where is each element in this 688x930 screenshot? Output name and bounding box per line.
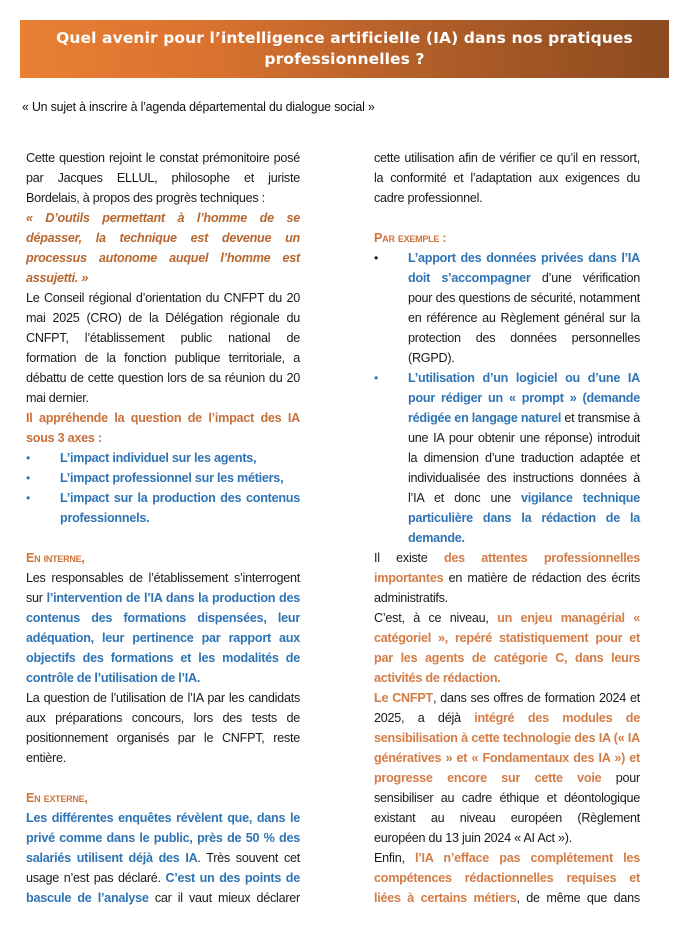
exemple-text: d’une vérification pour des questions de sécurité, notamment en référence au Règlement général sur la protection des données personnelles (RGPD). [408, 271, 640, 365]
right-column [374, 148, 640, 908]
subtitle: « Un sujet à inscrire à l’agenda départemental du dialogue social » [22, 99, 375, 114]
cnfpt-text: , dans ses offres de formation 2024 et 2025, a déjà [374, 691, 640, 725]
list-item [374, 248, 640, 368]
enjeu-highlight: un enjeu managérial « catégoriel », repéré statistiquement pour et par les agents de catégorie C, dans leurs activités de rédaction. [374, 611, 640, 685]
attentes-paragraph [374, 548, 640, 608]
externe-paragraph [26, 808, 300, 908]
list-item [26, 468, 300, 488]
concours-paragraph: La question de l’utilisation de l’IA par les candidats aux préparations concours, lors des tests de positionnement organisés par le CNFPT, reste entière. [26, 691, 300, 765]
axes-list [26, 448, 300, 528]
left-column [26, 148, 300, 908]
cnfpt-highlight: Le CNFPT [374, 691, 433, 705]
section-heading-exemple: Par exemple : [374, 231, 447, 245]
ellul-quote: « D’outils permettant à l’homme de se dépasser, la technique est devenue un processus autonome auquel l’homme est assujetti. » [26, 211, 300, 285]
enfin-text: Enfin, [374, 851, 415, 865]
list-item [26, 488, 300, 528]
cro-paragraph: Le Conseil régional d’orientation du CNFPT du 20 mai 2025 (CRO) de la Délégation régionale du CNFPT, l’établissement public national de formation de la fonction publique territoriale, a débattu de cette question lors de sa réunion du 20 mai dernier. [26, 291, 300, 405]
axis-text: L’impact individuel sur les agents, [60, 451, 257, 465]
cnfpt-text-2: pour sensibiliser au cadre éthique et déontologique existant au niveau européen (Règlement européen du 13 juin 2024 « AI Act »). [374, 771, 640, 845]
axis-text: L’impact professionnel sur les métiers, [60, 471, 284, 485]
title-banner [20, 20, 669, 78]
interne-text: Les responsables de l’établissement s’interrogent sur [26, 571, 300, 605]
spacer [26, 528, 300, 548]
page-title: Quel avenir pour l’intelligence artificielle (IA) dans nos pratiques professionnelles ? [56, 29, 633, 68]
intro-paragraph: Cette question rejoint le constat prémonitoire posé par Jacques ELLUL, philosophe et juriste Bordelais, à propos des progrès techniques : [26, 151, 300, 205]
list-item [374, 368, 640, 548]
externe-highlight: Les différentes enquêtes révèlent que, dans le privé comme dans le public, près de 50 % des salariés utilisent déjà des IA [26, 811, 300, 865]
externe-highlight-2: C’est un des points de bascule de l’analyse [26, 871, 300, 905]
exemple-list [374, 248, 640, 548]
bullet-icon: • [26, 471, 30, 485]
list-item [26, 448, 300, 468]
externe-text: . Très souvent cet usage n’est pas déclaré. [26, 851, 300, 885]
enfin-highlight: l’IA n’efface pas complétement les compétences rédactionnelles requises et liées à certains métiers [374, 851, 640, 905]
attentes-highlight: des attentes professionnelles importantes [374, 551, 640, 585]
axes-intro: Il appréhende la question de l’impact des IA sous 3 axes : [26, 411, 300, 445]
exemple-highlight: L’utilisation d’un logiciel ou d’une IA pour rédiger un « prompt » (demande rédigée en langage naturel [408, 371, 640, 425]
exemple-text: et transmise à une IA pour obtenir une réponse) introduit la dimension d’une traduction adaptée et individualisée des instructions données à l’IA et donc une [408, 411, 640, 505]
enfin-text-2: , de même que dans [516, 891, 640, 905]
spacer [374, 208, 640, 228]
attentes-text: Il existe [374, 551, 444, 565]
section-heading-externe: En externe, [26, 791, 88, 805]
spacer [26, 768, 300, 788]
enjeu-text: C’est, à ce niveau, [374, 611, 498, 625]
bullet-icon: • [26, 451, 30, 465]
exemple-highlight: L’apport des données privées dans l’IA doit s’accompagner [408, 251, 640, 285]
externe-text-2: car il vaut mieux déclarer [148, 891, 300, 905]
continuation-paragraph: cette utilisation afin de vérifier ce qu’il en ressort, la conformité et l’adaptation aux exigences du cadre professionnel. [374, 151, 640, 205]
bullet-icon: • [374, 371, 378, 385]
enjeu-paragraph [374, 608, 640, 688]
enfin-paragraph [374, 848, 640, 908]
cnfpt-paragraph [374, 688, 640, 848]
cnfpt-highlight-2: intégré des modules de sensibilisation à cette technologie des IA (« IA génératives » et « Fondamentaux des IA ») et progresse encore sur cette voie [374, 711, 640, 785]
bullet-icon: • [374, 251, 378, 265]
attentes-text-2: en matière de rédaction des écrits administratifs. [374, 571, 640, 605]
interne-paragraph [26, 568, 300, 688]
exemple-highlight-2: vigilance technique particulière dans la rédaction de la demande. [408, 491, 641, 545]
interne-highlight: l’intervention de l’IA dans la production des contenus des formations dispensées, leur adéquation, leur pertinence par rapport aux objectifs des formations et les modalités de contrôle de l’utilisation de l’IA. [26, 591, 301, 685]
bullet-icon: • [26, 491, 30, 505]
axis-text: L’impact sur la production des contenus professionnels. [60, 491, 300, 525]
section-heading-interne: En interne, [26, 551, 85, 565]
